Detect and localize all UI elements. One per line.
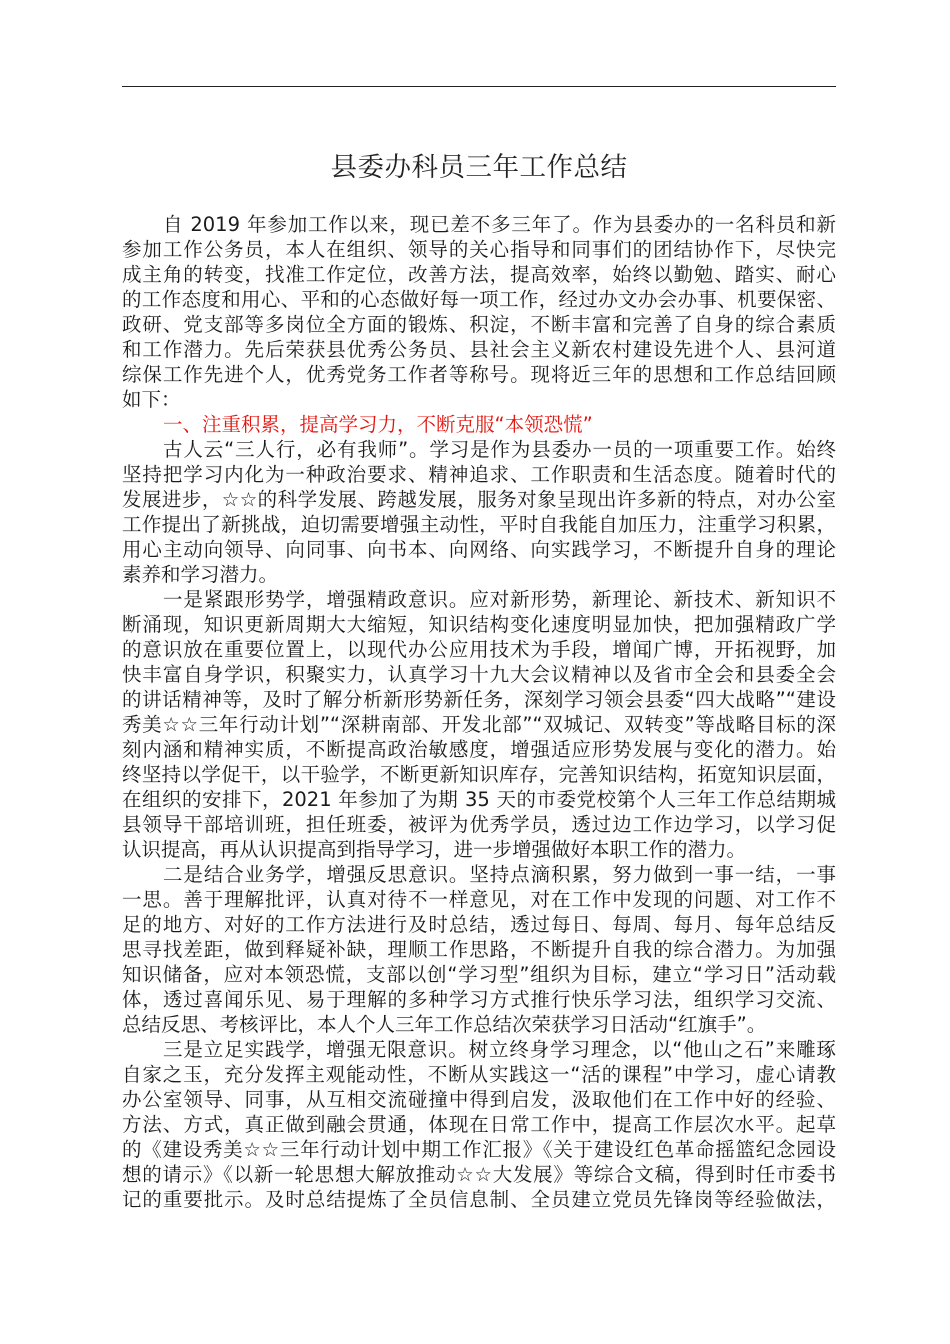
paragraph-line: 如下： (122, 388, 181, 411)
paragraph-line: 思寻找差距，做到释疑补缺，理顺工作思路，不断提升自我的综合潜力。为加强 (122, 938, 836, 961)
paragraph-line: 办公室领导、同事，从互相交流碰撞中得到启发，汲取他们在工作中好的经验、 (122, 1088, 836, 1111)
paragraph-line: 知识储备，应对本领恐慌，支部以创“学习型”组织为目标，建立“学习日”活动载 (122, 963, 836, 986)
paragraph-line: 古人云“三人行，必有我师”。学习是作为县委办一员的一项重要工作。始终 (163, 438, 836, 461)
paragraph-line: 和工作潜力。先后荣获县优秀公务员、县社会主义新农村建设先进个人、县河道 (122, 338, 836, 361)
paragraph-line: 用心主动向领导、向同事、向书本、向网络、向实践学习，不断提升自身的理论 (122, 538, 836, 561)
paragraph-line: 自家之玉，充分发挥主观能动性，不断从实践这一“活的课程”中学习，虚心请教 (122, 1063, 836, 1086)
paragraph-line: 工作提出了新挑战，迫切需要增强主动性，平时自我能自加压力，注重学习积累， (122, 513, 836, 536)
section-heading: 一、注重积累，提高学习力，不断克服“本领恐慌” (163, 413, 593, 436)
paragraph-line: 想的请示》《以新一轮思想大解放推动☆☆大发展》等综合文稿，得到时任市委书 (122, 1163, 836, 1186)
paragraph-line: 终坚持以学促干，以干验学，不断更新知识库存，完善知识结构，拓宽知识层面， (122, 763, 836, 786)
paragraph-line: 总结反思、考核评比，本人个人三年工作总结次荣获学习日活动“红旗手”。 (122, 1013, 767, 1036)
paragraph-line: 的工作态度和用心、平和的心态做好每一项工作，经过办文办会办事、机要保密、 (122, 288, 836, 311)
paragraph-line: 记的重要批示。及时总结提炼了全员信息制、全员建立党员先锋岗等经验做法， (122, 1188, 836, 1211)
section-1 (122, 412, 836, 1212)
document-body (122, 212, 836, 1212)
paragraph-line: 刻内涵和精神实质，不断提高政治敏感度，增强适应形势发展与变化的潜力。始 (122, 738, 836, 761)
paragraph-line: 二是结合业务学，增强反思意识。坚持点滴积累，努力做到一事一结，一事 (163, 863, 836, 886)
paragraph-line: 的《建设秀美☆☆三年行动计划中期工作汇报》《关于建设红色革命摇篮纪念园设 (122, 1138, 836, 1161)
paragraph-line: 一思。善于理解批评，认真对待不一样意见，对在工作中发现的问题、对工作不 (122, 888, 836, 911)
paragraph-line: 政研、党支部等多岗位全方面的锻炼、积淀，不断丰富和完善了自身的综合素质 (122, 313, 836, 336)
paragraph-line: 体，透过喜闻乐见、易于理解的多种学习方式推行快乐学习法，组织学习交流、 (122, 988, 836, 1011)
paragraph-line: 素养和学习潜力。 (122, 563, 279, 586)
paragraph-line: 成主角的转变，找准工作定位，改善方法，提高效率，始终以勤勉、踏实、耐心 (122, 263, 836, 286)
section-1-paragraph-2 (122, 587, 836, 862)
paragraph-line: 秀美☆☆三年行动计划”“深耕南部、开发北部”“双城记、双转变”等战略目标的深 (122, 713, 836, 736)
paragraph-line: 坚持把学习内化为一种政治要求、精神追求、工作职责和生活态度。随着时代的 (122, 463, 836, 486)
paragraph-line: 的意识放在重要位置上，以现代办公应用技术为手段，增闻广博，开拓视野，加 (122, 638, 836, 661)
section-1-paragraph-3 (122, 862, 836, 1037)
paragraph-line: 参加工作公务员，本人在组织、领导的关心指导和同事们的团结协作下，尽快完 (122, 238, 836, 261)
paragraph-line: 发展进步，☆☆的科学发展、跨越发展，服务对象呈现出许多新的特点，对办公室 (122, 488, 836, 511)
paragraph-line: 在组织的安排下，2021 年参加了为期 35 天的市委党校第个人三年工作总结期城 (122, 788, 836, 811)
paragraph-line: 足的地方、对好的工作方法进行及时总结，透过每日、每周、每月、每年总结反 (122, 913, 836, 936)
paragraph-line: 三是立足实践学，增强无限意识。树立终身学习理念，以“他山之石”来雕琢 (163, 1038, 836, 1061)
paragraph-line: 综保工作先进个人，优秀党务工作者等称号。现将近三年的思想和工作总结回顾 (122, 363, 836, 386)
paragraph-line: 方法、方式，真正做到融会贯通，体现在日常工作中，提高工作层次水平。起草 (122, 1113, 836, 1136)
paragraph-line: 认识提高，再从认识提高到指导学习，进一步增强做好本职工作的潜力。 (122, 838, 747, 861)
paragraph-line: 的讲话精神等，及时了解分析新形势新任务，深刻学习领会县委“四大战略”“建设 (122, 688, 836, 711)
section-1-paragraph-1 (122, 437, 836, 587)
section-1-paragraph-4 (122, 1037, 836, 1212)
paragraph-line: 县领导干部培训班，担任班委，被评为优秀学员，透过边工作边学习，以学习促 (122, 813, 836, 836)
header-rule (122, 86, 836, 87)
document-title: 县委办科员三年工作总结 (330, 152, 628, 183)
intro-paragraph (122, 212, 836, 412)
paragraph-line: 一是紧跟形势学，增强精政意识。应对新形势，新理论、新技术、新知识不 (163, 588, 836, 611)
paragraph-line: 自 2019 年参加工作以来，现已差不多三年了。作为县委办的一名科员和新 (163, 213, 836, 236)
paragraph-line: 断涌现，知识更新周期大大缩短，知识结构变化速度明显加快，把加强精政广学 (122, 613, 836, 636)
paragraph-line: 快丰富自身学识，积聚实力，认真学习十九大会议精神以及省市全会和县委全会 (122, 663, 836, 686)
